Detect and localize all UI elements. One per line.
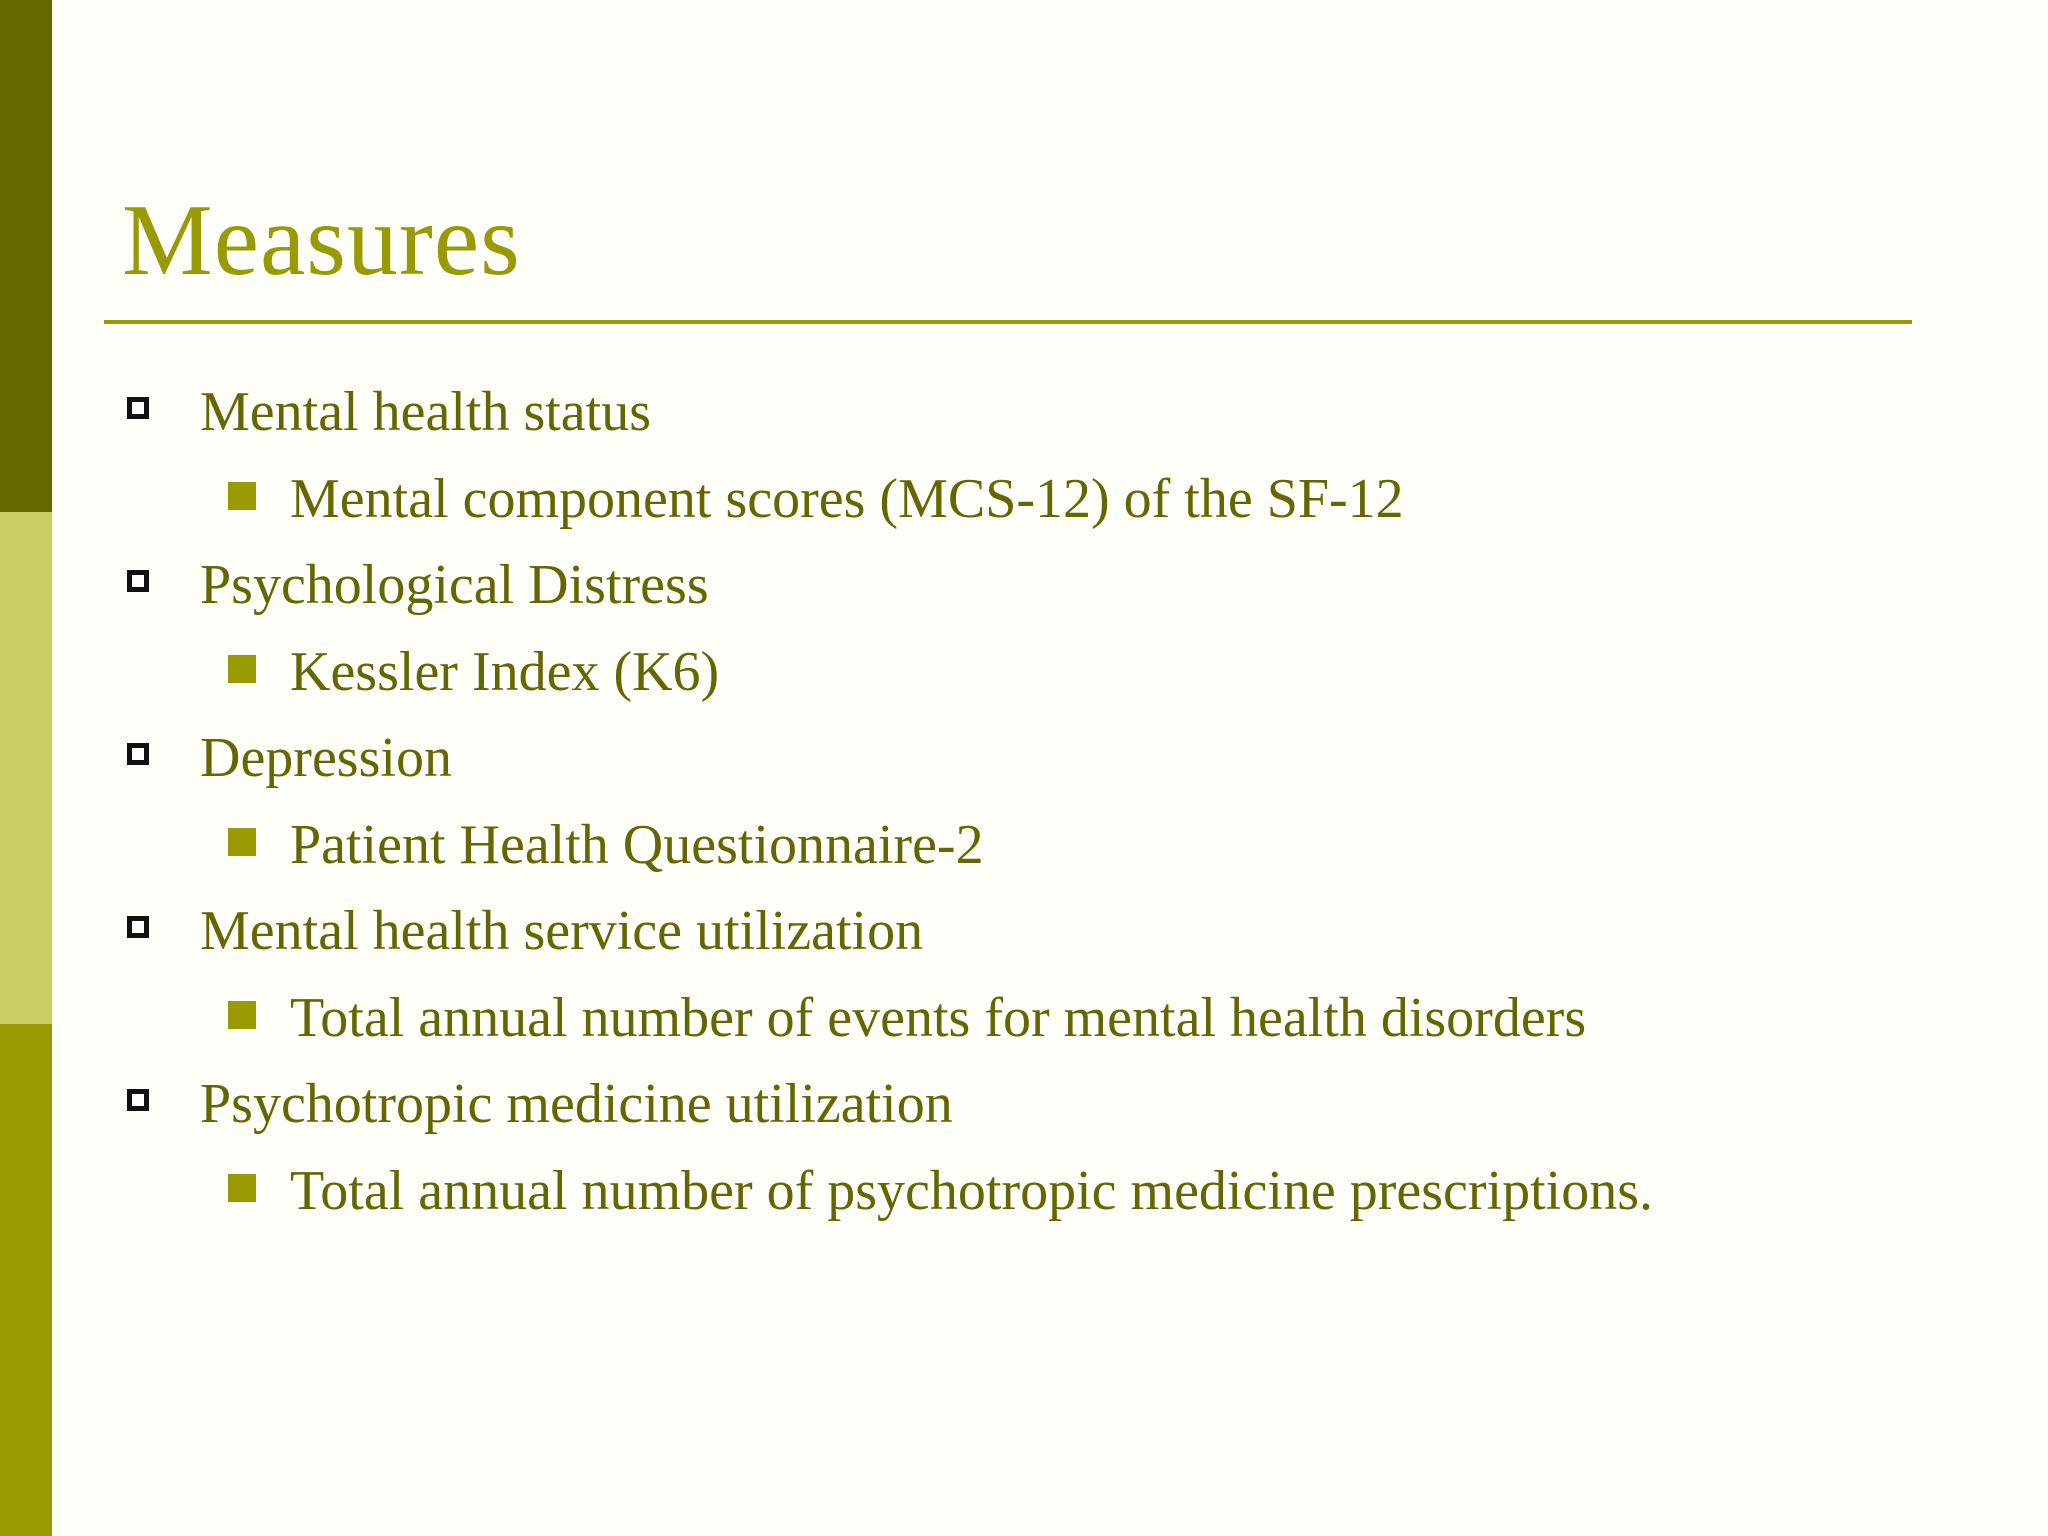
- filled-square-bullet-icon: [228, 482, 256, 510]
- bullet-text: Mental health status: [200, 381, 652, 443]
- side-bar-top-segment: [0, 0, 52, 512]
- open-square-bullet-icon: [127, 570, 149, 592]
- filled-square-bullet-icon: [228, 1001, 256, 1029]
- side-accent-bar: [0, 0, 52, 1536]
- side-bar-bottom-segment: [0, 1024, 52, 1536]
- open-square-bullet-icon: [127, 1089, 149, 1111]
- open-square-bullet-icon: [127, 397, 149, 419]
- sub-bullet-text: Total annual number of psychotropic medicine prescriptions.: [290, 1159, 1654, 1222]
- bullet-text: Mental health service utilization: [200, 900, 924, 962]
- side-bar-middle-segment: [0, 512, 52, 1024]
- bullet-text: Depression: [200, 727, 452, 789]
- open-square-bullet-icon: [127, 916, 149, 938]
- title-underline: [104, 320, 1912, 324]
- filled-square-bullet-icon: [228, 1174, 256, 1202]
- bullet-text: Psychotropic medicine utilization: [200, 1073, 953, 1135]
- filled-square-bullet-icon: [228, 828, 256, 856]
- filled-square-bullet-icon: [228, 655, 256, 683]
- bullet-text: Psychological Distress: [200, 554, 709, 616]
- open-square-bullet-icon: [127, 743, 149, 765]
- sub-bullet-text: Kessler Index (K6): [290, 640, 720, 703]
- sub-bullet-text: Total annual number of events for mental health disorders: [290, 986, 1587, 1049]
- sub-bullet-text: Mental component scores (MCS-12) of the SF-12: [290, 467, 1404, 530]
- slide-title: Measures: [122, 184, 521, 297]
- sub-bullet-text: Patient Health Questionnaire-2: [290, 813, 984, 876]
